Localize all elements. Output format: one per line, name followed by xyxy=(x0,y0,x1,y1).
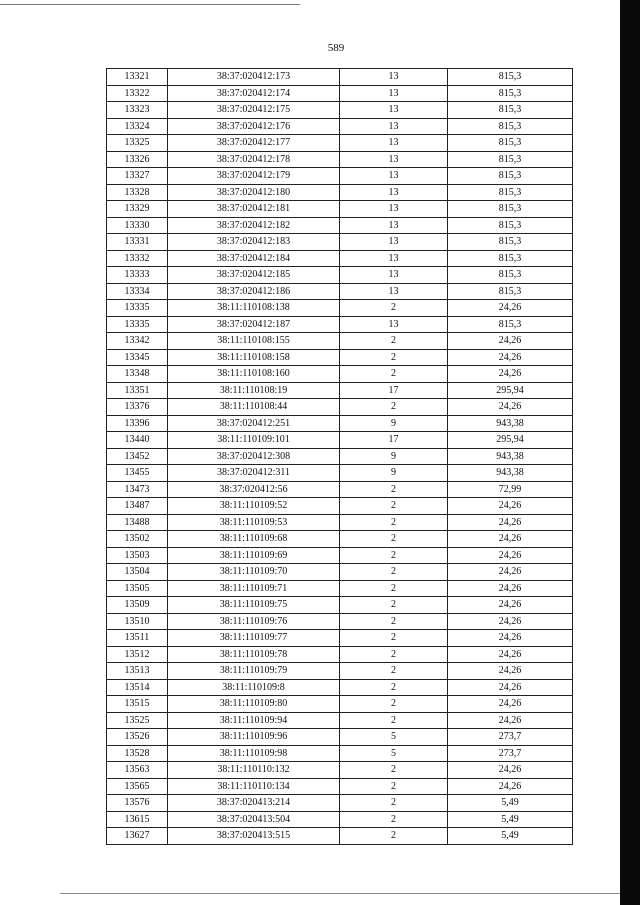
parcel-table-body xyxy=(107,69,573,845)
record-number-cell: 13528 xyxy=(107,745,168,762)
count-cell: 5 xyxy=(340,729,448,746)
table-row xyxy=(107,250,573,267)
table-row xyxy=(107,300,573,317)
count-cell: 13 xyxy=(340,151,448,168)
cadastral-number-cell: 38:11:110109:80 xyxy=(168,696,340,713)
record-number-cell: 13502 xyxy=(107,531,168,548)
table-row xyxy=(107,696,573,713)
table-row xyxy=(107,778,573,795)
count-cell: 2 xyxy=(340,811,448,828)
record-number-cell: 13335 xyxy=(107,300,168,317)
value-cell: 24,26 xyxy=(448,564,573,581)
record-number-cell: 13511 xyxy=(107,630,168,647)
value-cell: 24,26 xyxy=(448,514,573,531)
table-row xyxy=(107,69,573,86)
cadastral-number-cell: 38:37:020412:186 xyxy=(168,283,340,300)
count-cell: 2 xyxy=(340,663,448,680)
value-cell: 815,3 xyxy=(448,201,573,218)
record-number-cell: 13487 xyxy=(107,498,168,515)
table-row xyxy=(107,679,573,696)
table-row xyxy=(107,415,573,432)
value-cell: 5,49 xyxy=(448,795,573,812)
table-row xyxy=(107,597,573,614)
cadastral-number-cell: 38:11:110108:155 xyxy=(168,333,340,350)
value-cell: 24,26 xyxy=(448,646,573,663)
cadastral-number-cell: 38:11:110109:77 xyxy=(168,630,340,647)
record-number-cell: 13563 xyxy=(107,762,168,779)
value-cell: 295,94 xyxy=(448,432,573,449)
cadastral-number-cell: 38:11:110109:8 xyxy=(168,679,340,696)
count-cell: 2 xyxy=(340,498,448,515)
cadastral-number-cell: 38:37:020412:308 xyxy=(168,448,340,465)
table-row xyxy=(107,762,573,779)
record-number-cell: 13509 xyxy=(107,597,168,614)
cadastral-number-cell: 38:11:110109:53 xyxy=(168,514,340,531)
scan-top-rule xyxy=(0,4,300,5)
table-row xyxy=(107,547,573,564)
table-row xyxy=(107,712,573,729)
table-row xyxy=(107,349,573,366)
count-cell: 13 xyxy=(340,135,448,152)
record-number-cell: 13525 xyxy=(107,712,168,729)
cadastral-number-cell: 38:11:110109:70 xyxy=(168,564,340,581)
value-cell: 24,26 xyxy=(448,300,573,317)
table-row xyxy=(107,333,573,350)
count-cell: 2 xyxy=(340,778,448,795)
table-row xyxy=(107,448,573,465)
cadastral-number-cell: 38:37:020412:251 xyxy=(168,415,340,432)
record-number-cell: 13510 xyxy=(107,613,168,630)
record-number-cell: 13323 xyxy=(107,102,168,119)
value-cell: 24,26 xyxy=(448,547,573,564)
cadastral-number-cell: 38:11:110108:138 xyxy=(168,300,340,317)
count-cell: 5 xyxy=(340,745,448,762)
count-cell: 2 xyxy=(340,366,448,383)
table-row xyxy=(107,168,573,185)
table-row xyxy=(107,399,573,416)
count-cell: 2 xyxy=(340,399,448,416)
table-row xyxy=(107,514,573,531)
count-cell: 13 xyxy=(340,85,448,102)
cadastral-number-cell: 38:37:020413:515 xyxy=(168,828,340,845)
table-row xyxy=(107,811,573,828)
value-cell: 815,3 xyxy=(448,283,573,300)
cadastral-number-cell: 38:37:020412:311 xyxy=(168,465,340,482)
record-number-cell: 13505 xyxy=(107,580,168,597)
value-cell: 24,26 xyxy=(448,366,573,383)
cadastral-number-cell: 38:37:020412:182 xyxy=(168,217,340,234)
value-cell: 815,3 xyxy=(448,69,573,86)
count-cell: 13 xyxy=(340,283,448,300)
count-cell: 2 xyxy=(340,646,448,663)
record-number-cell: 13473 xyxy=(107,481,168,498)
cadastral-number-cell: 38:37:020412:184 xyxy=(168,250,340,267)
record-number-cell: 13565 xyxy=(107,778,168,795)
record-number-cell: 13351 xyxy=(107,382,168,399)
table-row xyxy=(107,564,573,581)
table-row xyxy=(107,267,573,284)
table-row xyxy=(107,201,573,218)
count-cell: 2 xyxy=(340,481,448,498)
count-cell: 9 xyxy=(340,448,448,465)
value-cell: 943,38 xyxy=(448,415,573,432)
value-cell: 24,26 xyxy=(448,498,573,515)
table-row xyxy=(107,580,573,597)
value-cell: 24,26 xyxy=(448,613,573,630)
count-cell: 2 xyxy=(340,597,448,614)
cadastral-number-cell: 38:11:110109:71 xyxy=(168,580,340,597)
table-row xyxy=(107,366,573,383)
value-cell: 24,26 xyxy=(448,630,573,647)
count-cell: 13 xyxy=(340,102,448,119)
table-row xyxy=(107,184,573,201)
table-row xyxy=(107,531,573,548)
cadastral-number-cell: 38:11:110108:160 xyxy=(168,366,340,383)
table-row xyxy=(107,234,573,251)
value-cell: 815,3 xyxy=(448,118,573,135)
value-cell: 5,49 xyxy=(448,828,573,845)
record-number-cell: 13331 xyxy=(107,234,168,251)
record-number-cell: 13333 xyxy=(107,267,168,284)
value-cell: 295,94 xyxy=(448,382,573,399)
count-cell: 2 xyxy=(340,613,448,630)
value-cell: 815,3 xyxy=(448,151,573,168)
cadastral-number-cell: 38:11:110109:98 xyxy=(168,745,340,762)
value-cell: 943,38 xyxy=(448,465,573,482)
count-cell: 13 xyxy=(340,118,448,135)
count-cell: 13 xyxy=(340,234,448,251)
count-cell: 13 xyxy=(340,217,448,234)
record-number-cell: 13325 xyxy=(107,135,168,152)
value-cell: 24,26 xyxy=(448,580,573,597)
cadastral-number-cell: 38:37:020412:179 xyxy=(168,168,340,185)
value-cell: 815,3 xyxy=(448,168,573,185)
cadastral-number-cell: 38:11:110110:134 xyxy=(168,778,340,795)
value-cell: 24,26 xyxy=(448,679,573,696)
value-cell: 943,38 xyxy=(448,448,573,465)
cadastral-number-cell: 38:37:020412:174 xyxy=(168,85,340,102)
cadastral-number-cell: 38:37:020412:185 xyxy=(168,267,340,284)
count-cell: 13 xyxy=(340,316,448,333)
record-number-cell: 13576 xyxy=(107,795,168,812)
value-cell: 24,26 xyxy=(448,762,573,779)
cadastral-number-cell: 38:37:020412:178 xyxy=(168,151,340,168)
record-number-cell: 13321 xyxy=(107,69,168,86)
value-cell: 24,26 xyxy=(448,333,573,350)
count-cell: 2 xyxy=(340,679,448,696)
record-number-cell: 13455 xyxy=(107,465,168,482)
record-number-cell: 13488 xyxy=(107,514,168,531)
count-cell: 13 xyxy=(340,184,448,201)
count-cell: 9 xyxy=(340,465,448,482)
value-cell: 24,26 xyxy=(448,663,573,680)
record-number-cell: 13526 xyxy=(107,729,168,746)
count-cell: 2 xyxy=(340,762,448,779)
count-cell: 9 xyxy=(340,415,448,432)
count-cell: 13 xyxy=(340,201,448,218)
table-row xyxy=(107,432,573,449)
table-row xyxy=(107,135,573,152)
cadastral-number-cell: 38:37:020412:180 xyxy=(168,184,340,201)
count-cell: 2 xyxy=(340,828,448,845)
value-cell: 815,3 xyxy=(448,217,573,234)
count-cell: 13 xyxy=(340,267,448,284)
record-number-cell: 13452 xyxy=(107,448,168,465)
cadastral-number-cell: 38:11:110109:101 xyxy=(168,432,340,449)
table-row xyxy=(107,828,573,845)
record-number-cell: 13345 xyxy=(107,349,168,366)
record-number-cell: 13513 xyxy=(107,663,168,680)
record-number-cell: 13440 xyxy=(107,432,168,449)
record-number-cell: 13329 xyxy=(107,201,168,218)
record-number-cell: 13334 xyxy=(107,283,168,300)
value-cell: 273,7 xyxy=(448,729,573,746)
value-cell: 815,3 xyxy=(448,85,573,102)
cadastral-number-cell: 38:37:020412:175 xyxy=(168,102,340,119)
record-number-cell: 13330 xyxy=(107,217,168,234)
count-cell: 2 xyxy=(340,531,448,548)
table-row xyxy=(107,729,573,746)
cadastral-number-cell: 38:37:020412:187 xyxy=(168,316,340,333)
cadastral-number-cell: 38:11:110109:76 xyxy=(168,613,340,630)
record-number-cell: 13322 xyxy=(107,85,168,102)
count-cell: 2 xyxy=(340,349,448,366)
count-cell: 2 xyxy=(340,696,448,713)
table-row xyxy=(107,498,573,515)
record-number-cell: 13503 xyxy=(107,547,168,564)
record-number-cell: 13504 xyxy=(107,564,168,581)
cadastral-number-cell: 38:37:020412:56 xyxy=(168,481,340,498)
cadastral-number-cell: 38:37:020412:183 xyxy=(168,234,340,251)
record-number-cell: 13627 xyxy=(107,828,168,845)
count-cell: 2 xyxy=(340,712,448,729)
table-row xyxy=(107,118,573,135)
value-cell: 24,26 xyxy=(448,349,573,366)
value-cell: 815,3 xyxy=(448,102,573,119)
value-cell: 24,26 xyxy=(448,597,573,614)
record-number-cell: 13512 xyxy=(107,646,168,663)
record-number-cell: 13615 xyxy=(107,811,168,828)
table-row xyxy=(107,481,573,498)
table-row xyxy=(107,85,573,102)
cadastral-number-cell: 38:37:020412:176 xyxy=(168,118,340,135)
cadastral-number-cell: 38:11:110109:96 xyxy=(168,729,340,746)
value-cell: 72,99 xyxy=(448,481,573,498)
table-row xyxy=(107,465,573,482)
cadastral-number-cell: 38:11:110109:69 xyxy=(168,547,340,564)
cadastral-number-cell: 38:11:110108:44 xyxy=(168,399,340,416)
cadastral-number-cell: 38:11:110109:52 xyxy=(168,498,340,515)
record-number-cell: 13332 xyxy=(107,250,168,267)
count-cell: 2 xyxy=(340,580,448,597)
page-number: 589 xyxy=(327,42,345,54)
table-row xyxy=(107,316,573,333)
cadastral-number-cell: 38:37:020412:181 xyxy=(168,201,340,218)
count-cell: 13 xyxy=(340,168,448,185)
table-row xyxy=(107,217,573,234)
record-number-cell: 13348 xyxy=(107,366,168,383)
table-row xyxy=(107,795,573,812)
record-number-cell: 13326 xyxy=(107,151,168,168)
value-cell: 24,26 xyxy=(448,399,573,416)
count-cell: 2 xyxy=(340,300,448,317)
count-cell: 17 xyxy=(340,382,448,399)
parcel-table xyxy=(106,68,573,845)
count-cell: 2 xyxy=(340,547,448,564)
scan-bottom-rule xyxy=(60,893,620,894)
value-cell: 815,3 xyxy=(448,184,573,201)
table-row xyxy=(107,745,573,762)
table-row xyxy=(107,630,573,647)
cadastral-number-cell: 38:37:020413:214 xyxy=(168,795,340,812)
table-row xyxy=(107,646,573,663)
count-cell: 2 xyxy=(340,630,448,647)
count-cell: 2 xyxy=(340,333,448,350)
value-cell: 815,3 xyxy=(448,135,573,152)
count-cell: 2 xyxy=(340,514,448,531)
count-cell: 2 xyxy=(340,564,448,581)
record-number-cell: 13396 xyxy=(107,415,168,432)
value-cell: 815,3 xyxy=(448,316,573,333)
table-row xyxy=(107,283,573,300)
value-cell: 24,26 xyxy=(448,531,573,548)
cadastral-number-cell: 38:11:110109:78 xyxy=(168,646,340,663)
value-cell: 815,3 xyxy=(448,267,573,284)
value-cell: 815,3 xyxy=(448,250,573,267)
value-cell: 24,26 xyxy=(448,778,573,795)
cadastral-number-cell: 38:11:110109:68 xyxy=(168,531,340,548)
count-cell: 17 xyxy=(340,432,448,449)
record-number-cell: 13376 xyxy=(107,399,168,416)
cadastral-number-cell: 38:37:020412:173 xyxy=(168,69,340,86)
table-row xyxy=(107,613,573,630)
table-row xyxy=(107,102,573,119)
record-number-cell: 13328 xyxy=(107,184,168,201)
table-row xyxy=(107,663,573,680)
cadastral-number-cell: 38:37:020412:177 xyxy=(168,135,340,152)
table-row xyxy=(107,382,573,399)
record-number-cell: 13514 xyxy=(107,679,168,696)
record-number-cell: 13515 xyxy=(107,696,168,713)
cadastral-number-cell: 38:11:110109:75 xyxy=(168,597,340,614)
cadastral-number-cell: 38:11:110108:158 xyxy=(168,349,340,366)
cadastral-number-cell: 38:11:110108:19 xyxy=(168,382,340,399)
value-cell: 815,3 xyxy=(448,234,573,251)
cadastral-number-cell: 38:11:110110:132 xyxy=(168,762,340,779)
value-cell: 24,26 xyxy=(448,712,573,729)
count-cell: 2 xyxy=(340,795,448,812)
cadastral-number-cell: 38:37:020413:504 xyxy=(168,811,340,828)
count-cell: 13 xyxy=(340,69,448,86)
scan-edge-shadow xyxy=(620,0,640,905)
record-number-cell: 13335 xyxy=(107,316,168,333)
cadastral-number-cell: 38:11:110109:94 xyxy=(168,712,340,729)
value-cell: 273,7 xyxy=(448,745,573,762)
value-cell: 5,49 xyxy=(448,811,573,828)
count-cell: 13 xyxy=(340,250,448,267)
record-number-cell: 13324 xyxy=(107,118,168,135)
cadastral-number-cell: 38:11:110109:79 xyxy=(168,663,340,680)
record-number-cell: 13327 xyxy=(107,168,168,185)
record-number-cell: 13342 xyxy=(107,333,168,350)
value-cell: 24,26 xyxy=(448,696,573,713)
table-row xyxy=(107,151,573,168)
